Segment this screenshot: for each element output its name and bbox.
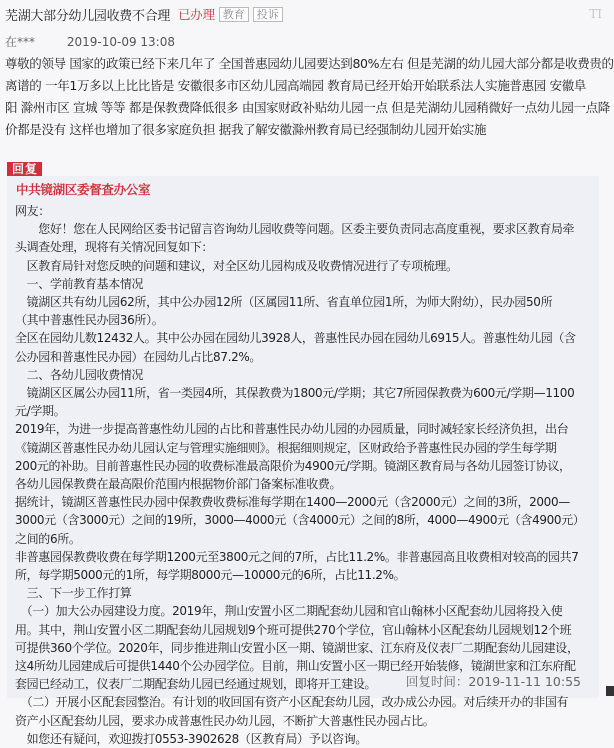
- reply-line: 据统计，镜湖区普惠性民办园中保教费收费标准每学期在1400—2000元（含2000元）之间的3所，2000—: [15, 495, 570, 510]
- reply-line: 200元的补助。目前普惠性民办园的收费标准最高限价为4900元/学期。镜湖区教育局与各幼儿园签订协议，: [15, 458, 571, 473]
- reply-line: 《镜湖区普惠性民办幼儿园认定与管理实施细则》。根据细则规定，区财政给予普惠性民办园的学生每学期: [15, 440, 557, 455]
- post-header: [5, 3, 283, 25]
- reply-line: 区教育局针对您反映的问题和建议，对全区幼儿园构成及收费情况进行了专项梳理。: [15, 258, 458, 273]
- reply-line: 用。其中，荆山安置小区二期配套幼儿园规划9个班可提供270个学位，官山翰林小区配套幼儿园规划12个班: [15, 622, 572, 637]
- reply-line: 您好！您在人民网给区委书记留言咨询幼儿园收费等问题。区委主要负责同志高度重视，要求区教育局牵: [15, 222, 575, 237]
- reply-line: 全区在园幼儿数12432人。其中公办园在园幼儿3928人，普惠性民办园在园幼儿6915人。普惠性幼儿园（含: [15, 331, 576, 346]
- post-meta: [5, 33, 175, 50]
- tag-education[interactable]: 教育: [219, 7, 249, 22]
- reply-line: 头调查处理，现将有关情况回复如下：: [15, 240, 214, 255]
- reply-box: [7, 176, 599, 746]
- reply-time: [406, 672, 581, 690]
- post-timestamp: 2019-10-09 13:08: [66, 35, 175, 49]
- question-line: 尊敬的领导 国家的政策已经下来几年了 全国普惠园幼儿园要达到80%左右 但是芜湖的幼儿园大部分都是收费贵的: [5, 56, 614, 71]
- reply-line: 之间的6所。: [15, 531, 81, 546]
- question-line: 离谱的 一年1万多以上比比皆是 安徽很多市区幼儿园高端园 教育局已经开始开始联系法人实施普惠园 安徽阜: [5, 78, 586, 93]
- reply-line: 各幼儿园保教费在最高限价范围内根据物价部门备案标准收费。: [15, 477, 342, 492]
- corner-watermark-icon: [606, 686, 614, 696]
- tag-complaint[interactable]: 投诉: [253, 7, 283, 22]
- reply-line: 镜湖区共有幼儿园62所，其中公办园12所（区属园11所、省直单位园1所，为师大附幼），民办园50所: [15, 295, 553, 310]
- reply-line: 资产小区配套幼儿园，要求办成普惠性民办幼儿园，不断扩大普惠性民办园占比。: [15, 713, 435, 728]
- reply-line: 镜湖区区属公办园11所，省一类园4所，其保教费为1800元/学期；其它7所园保教费为600元/学期—1100: [15, 386, 575, 401]
- reply-time-value: 2019-11-11 10:55: [468, 674, 581, 689]
- reply-line: 3000元（含3000元）之间的19所，3000—4000元（含4000元）之间的8所，4000—4900元（含4900元）: [15, 513, 585, 528]
- reply-line: （其中普惠性民办园36所）。: [15, 313, 164, 328]
- reply-line: 这4所幼儿园建成后可提供1440个公办园学位。目前，荆山安置小区一期已经开始装修，镜湖世家和江东府配: [15, 659, 576, 674]
- question-line: 阳 滁州市区 宣城 等等 都是保教费降低很多 由国家财政补贴幼儿园一点 但是芜湖幼儿园稍微好一点幼儿园一点降: [5, 100, 610, 115]
- reply-line: 一、学前教育基本情况: [15, 276, 144, 291]
- reply-line: （二）开展小区配套园整治。有计划的收回国有资产小区配套幼儿园，改办成公办园。对后续开办的非国有: [15, 695, 569, 710]
- post-title[interactable]: 芜湖大部分幼儿园收费不合理: [5, 8, 171, 24]
- reply-line: 如您还有疑问，欢迎拨打0553-3902628（区教育局）予以咨询。: [15, 731, 368, 746]
- reply-line: 元/学期。: [15, 404, 66, 419]
- reply-line: 可提供360个学位。2020年，同步推进荆山安置小区一期、镜湖世家、江东府及仪表厂二期配套幼儿园建设，: [15, 640, 579, 655]
- question-line: 价都是没有 这样也增加了很多家庭负担 据我了解安徽滁州教育局已经强制幼儿园开始实施: [5, 122, 487, 137]
- reply-line: 二、各幼儿园收费情况: [15, 367, 144, 382]
- reply-label: 回复: [7, 162, 42, 176]
- reply-line: 三、下一步工作打算: [15, 586, 132, 601]
- reply-line: 公办园和普惠性民办园）在园幼儿占比87.2%。: [15, 349, 262, 364]
- question-body: [5, 53, 614, 141]
- status-badge: 已办理: [178, 7, 215, 22]
- reply-line: 非普惠园保教费收费在每学期1200元至3800元之间的7所，占比11.2%。非普惠园高且收费相对较高的园共7: [15, 549, 579, 564]
- reply-body: [15, 202, 595, 748]
- reply-line: 2019年，为进一步提高普惠性幼儿园的占比和普惠性民办幼儿园的办园质量，同时减轻家长经济负担，出台: [15, 422, 569, 437]
- reply-line: （一）加大公办园建设力度。2019年，荆山安置小区二期配套幼儿园和官山翰林小区配套幼儿园将投入使: [15, 604, 563, 619]
- reply-time-label: 回复时间：: [405, 674, 469, 689]
- reply-organization: 中共镜湖区委督查办公室: [16, 182, 151, 197]
- font-size-icon[interactable]: TI: [589, 7, 602, 21]
- reply-line: 网友：: [15, 204, 50, 218]
- reply-line: 所，每学期5000元的1所，每学期8000元—10000元的6所，占比11.2%。: [15, 568, 406, 583]
- reply-line: 套园已经动工，仪表厂二期配套幼儿园已经通过规划，即将开工建设。: [15, 677, 377, 692]
- post-author: 在***: [5, 35, 36, 49]
